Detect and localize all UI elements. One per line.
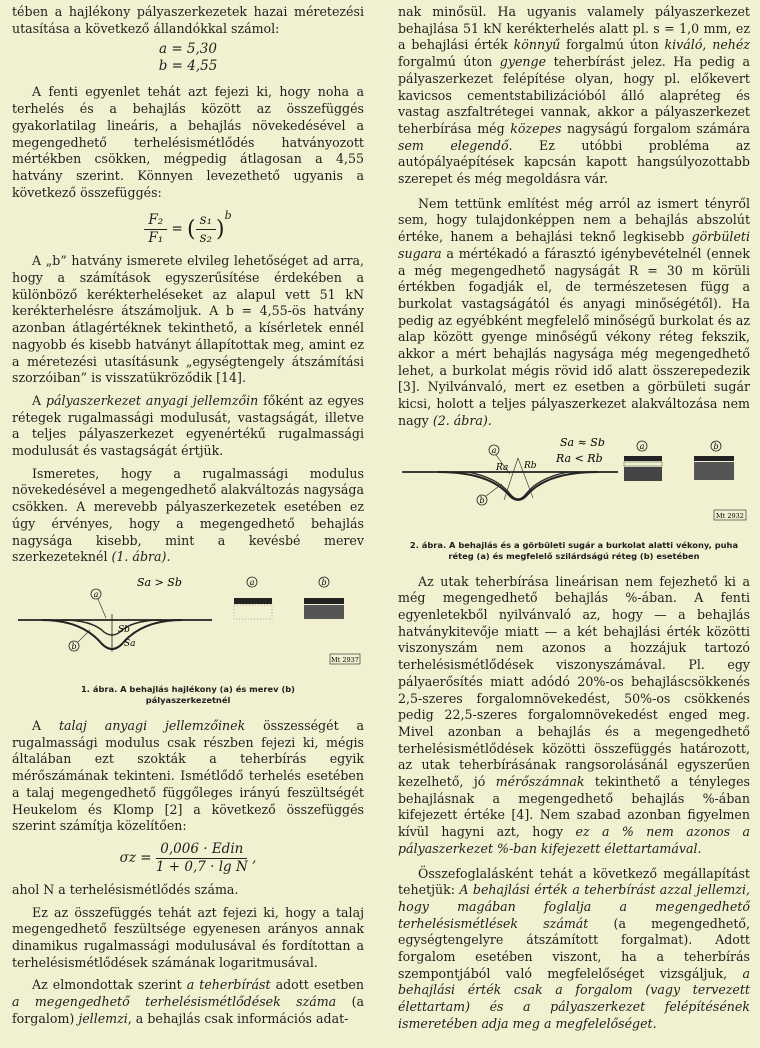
paragraph: tében a hajlékony pályaszerkezetek hazai méretezési utasítása a következő állandókkal számol: — [12, 4, 364, 36]
left-column — [12, 4, 364, 1028]
numerator: s₁ — [196, 212, 216, 230]
paragraph: A „b” hatvány ismerete elvileg lehetőséget ad arra, hogy a számítások egyszerűsítése érdekében a különböző kerékterheléseket az alapul vett 51 kN kerékterhelésre átszámoljuk. A b = 4,55-ös hatvány azonban átlagértéknek tekinthető, a kísérletek ennél nagyobb és kisebb hatványt állapítottak meg, amint ez a méretezési utasításunk „egységtengely átszámítási szorzóiban” is visszatükröződik [14]. — [12, 253, 364, 386]
numerator: F₂ — [144, 212, 167, 230]
paragraph: nak minősül. Ha ugyanis valamely pályaszerkezet behajlása 51 kN kerékterhelés alatt pl. s = 1,0 mm, ez a behajlási érték könnyű forgalmú úton kiváló, nehéz forgalmú úton gyenge teherbírást jelez. Ha pedig a pályaszerkezet felépítése olyan, hogy pl. előkevert kavicsos cementstabilizációból álló alapréteg és vastag aszfaltrétegei vannak, akkor a pályaszerkezet teherbírása még közepes nagyságú forgalom számára sem elegendő. Ez utóbbi probléma az autópályaépítések kapcsán kapott hangsúlyozottabb szerepet és még megoldásra vár. — [398, 4, 751, 187]
paragraph: ahol N a terhelésismétlődés száma. — [12, 881, 239, 897]
paragraph: Nem tettünk említést még arról az ismert tényről sem, hogy tulajdonképpen nem a behajlás abszolút értéke, hanem a behajlási teknő legkisebb görbületi sugara a mértékadó a fárasztó igénybevételnél (ennek a még megengedhető nagyságát R = 30 m körüli értékben fogadják el, de természetesen függ a burkolat vastagságától és anyagi minőségétől). Ha pedig az egyébként megfelelő minőségű burkolat és az alap között gyenge minőségű vékony réteg fekszik, akkor a mért behajlás nagysága még megengedhető lehet, a burkolat mégis rövid idő alatt összerepedezik [3]. Nyilvánvaló, mert ez esetben a görbületi sugár kicsi, holott a teljes pályaszerkezet alakváltozása nem nagy (2. ábra). — [398, 195, 750, 428]
fig1-comparison: Sa > Sb — [137, 575, 182, 589]
label-ra: Ra — [496, 462, 509, 473]
figure-code: Mt 2937 — [331, 655, 359, 664]
denominator: F₁ — [148, 230, 164, 247]
figure-2-caption: 2. ábra. A behajlás és a görbületi sugár a burkolat alatti vékony, puha réteg (a) és megfelelő szilárdságú réteg (b) esetében — [409, 539, 739, 561]
paragraph: A pályaszerkezet anyagi jellemzőin főként az egyes rétegek rugalmassági modulusát, vastagságát, illetve a teljes pályaszerkezet egyenértékű rugalmassági modulusát és vastagságát értjük. — [12, 392, 364, 459]
label-sa: Sa — [124, 638, 136, 649]
right-column — [398, 4, 750, 1033]
equation-sigma: σz = $\frac{\text{0,006 · Edin}}{\text{1 + 0,7 · lg N}}$ , — [119, 840, 257, 875]
paragraph: Az elmondottak szerint a teherbírást adott esetben a megengedhető terhelésismétlődések száma (a forgalom) jellemzi, a behajlás csak információs adat- — [12, 977, 364, 1026]
paragraph: Az utak teherbírása lineárisan nem fejezhető ki a még megengedhető behajlás %-ában. A fenti egyenletekből nyilvánvaló az, hogy — a behajlás hatványkitevője miatt — a két behajlási érték közötti viszonyszám nem azonos a hozzájuk tartozó terhelésismétlődések viszonyszámával. Pl. egy pályaerősítés miatt adódó 20%-os behajláscsökkenés 2,5-szeres forgalomnövekedést, 50%-os csökkenés pedig 22,5-szeres forgalomnövekedést enged meg. Mivel azonban a behajlás és a megengedhető terhelésismétlődések közötti összefüggés határozott, az utak teherbírásának rangsorolásánál egyszerűen kezelhető, jó mérőszámnak tekinthető a tényleges behajlásnak a megengedhető behajlás %-ában kifejezett értéke [4]. Nem szabad azonban figyelmen kívül hagyni azt, hogy ez a % nem azonos a pályaszerkezet %-ban kifejezett élettartamával. — [398, 573, 750, 856]
figure-1-caption: 1. ábra. A behajlás hajlékony (a) és merev (b) pályaszerkezetnél — [81, 683, 295, 705]
legend-b-label: b — [713, 441, 719, 451]
label-sb: Sb — [118, 624, 130, 635]
label-b: b — [479, 495, 485, 505]
figure-1 — [12, 574, 364, 684]
paragraph: A talaj anyagi jellemzőinek összességét a rugalmassági modulus csak részben fejezi ki, mégis általában ezt szokták a teherbírás egyik mérőszámának tekinteni. Ismétlődő terhelés esetében a talaj megengedhető függőleges irányú feszültségét Heukelom és Klomp [2] a következő összefüggés szerint számítja közelítően: — [12, 717, 364, 834]
paragraph: Ismeretes, hogy a rugalmassági modulus növekedésével a megengedhető alakváltozás nagysága csökken. A merevebb pályaszerkezetek esetében ez úgy érvényes, hogy a megengedhető behajlás nagysága kisebb, mint a kevésbé merev szerkezeteknél (1. ábra). — [12, 465, 364, 565]
equation-b: b = 4,55 — [158, 58, 218, 75]
figure-code: Mt 2932 — [716, 511, 744, 520]
paragraph: A fenti egyenlet tehát azt fejezi ki, hogy noha a terhelés és a behajlás között az összefüggés gyakorlatilag lineáris, a behajlás növekedésével a megengedhető terhelésismétlődés hatványozott mértékben csökken, mégpedig átlagosan a 4,55 hatvány szerint. Könnyen levezethető ugyanis a következő összefüggés: — [12, 84, 364, 200]
legend-a-label: a — [249, 577, 255, 587]
paragraph: Ez az összefüggés tehát azt fejezi ki, hogy a talaj megengedhető feszültsége egyenesen arányos annak dinamikus rugalmassági modulusával és fordítottan a terhelésismétlődések számának logaritmusával. — [12, 904, 364, 970]
exponent: b — [224, 209, 232, 223]
paragraph: Összefoglalásként tehát a következő megállapítást tehetjük: A behajlási érték a teherbírást azzal jellemzi, hogy magában foglalja a megengedhető terhelésismétlések számát (a megengedhető, egységtengelyre átszámított forgalmat). Adott forgalom esetében viszont, ha a teherbírás szempontjából való megfelelőséget vizsgáljuk, a behajlási érték csak a forgalom (vagy tervezett élettartam) és a pályaszerkezet felépítésének ismeretében adja meg a megfelelőséget. — [398, 865, 750, 1031]
fig2-comparison-2: Ra < Rb — [556, 451, 603, 465]
figure-2-drawing — [398, 438, 750, 540]
fig2-comparison-1: Sa ≈ Sb — [560, 437, 605, 449]
label-a: a — [491, 445, 497, 455]
label-rb: Rb — [524, 460, 537, 471]
figure-2 — [398, 438, 750, 540]
equation-a: a = 5,30 — [158, 41, 217, 58]
label-a: a — [93, 589, 99, 599]
denominator: s₂ — [199, 230, 212, 247]
legend-a-label: a — [639, 441, 645, 451]
equation-ratio: $\frac{\text{F₂}}{\text{F₁}}$ = ( $\frac{\text{s₁}}{\text{s₂}}$ )$^b$ — [12, 207, 364, 247]
figure-1-drawing — [12, 574, 364, 684]
label-b: b — [71, 641, 77, 651]
legend-b-label: b — [321, 577, 327, 587]
